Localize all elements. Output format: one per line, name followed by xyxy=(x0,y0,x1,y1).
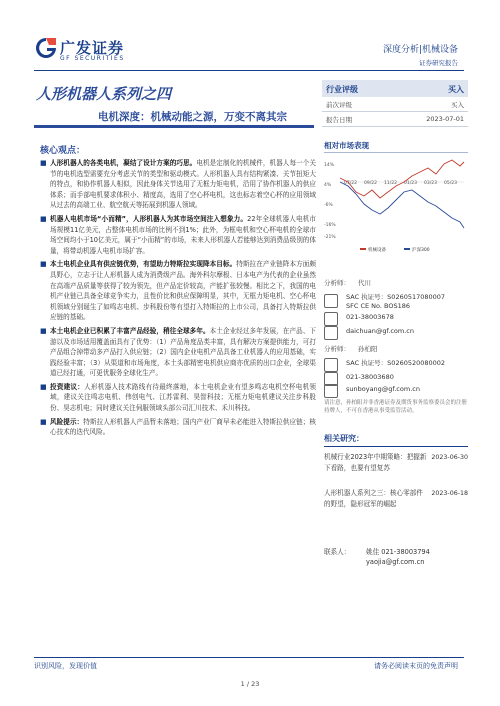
email-icon xyxy=(324,326,338,340)
x-tick: 07/22 xyxy=(344,181,357,186)
bullet-icon: ■ xyxy=(40,417,47,426)
logo-subtext: GF SECURITIES xyxy=(60,55,125,62)
rating-row: 报告日期 2023-07-01 xyxy=(322,112,468,127)
footer-disclaimer: 请务必阅读末页的免责声明 xyxy=(374,662,458,670)
series-line-machinery xyxy=(340,160,464,198)
analyst-name: 孙柏阳 xyxy=(358,345,378,353)
report-subtype: 证券研究报告 xyxy=(419,59,458,67)
id-card-icon xyxy=(324,358,338,372)
y-tick: -6% xyxy=(324,203,333,208)
y-tick: 14% xyxy=(324,163,335,168)
report-subtitle: 电机深度：机械动能之源，万变不离其宗 xyxy=(98,111,287,123)
related-research-title: 相关研究： xyxy=(324,434,364,443)
core-paragraph: ■ 机器人电机市场“小而精”，人形机器人为其市场空间注入想象力。22年全球机器人电机市场规模11亿美元，占整体电机市场的比例不到1%；此外，为框电机和空心杯电机的全球市场空间均小于10亿美元，属于“小而精”的市场，未来人形机器人若能够达到消费品级别的体量，将带动机器人电机市场扩容。 xyxy=(40,214,317,255)
rating-box xyxy=(322,80,468,127)
email-icon xyxy=(324,384,338,398)
disclaimer-note: 请注意，孙柏阳并非香港证券及期货事务监察委员会的注册持牌人，不可在香港从事受监管活动。 xyxy=(324,400,468,414)
contact-email[interactable]: yaojia@gf.com.cn xyxy=(366,558,425,566)
core-views-title: 核心观点： xyxy=(40,146,86,156)
bullet-icon: ■ xyxy=(40,260,47,269)
y-tick: -21% xyxy=(324,235,336,240)
phone-icon xyxy=(324,312,338,326)
report-type: 深度分析|机械设备 xyxy=(382,45,458,55)
series-line-csi300 xyxy=(340,182,464,228)
x-tick: 11/22 xyxy=(384,181,397,186)
rating-row: 前次评级 买入 xyxy=(322,97,468,112)
rating-header xyxy=(322,80,468,97)
logo-mark-icon xyxy=(34,36,58,60)
header-divider xyxy=(34,70,464,71)
series-title: 人形机器人系列之四 xyxy=(36,85,172,103)
footer-slogan: 识别风险，发现价值 xyxy=(34,662,97,670)
footer-divider xyxy=(34,657,464,658)
core-views-body xyxy=(40,158,316,441)
analyst-card: 分析师： 孙柏阳 SAC 执证号：S0260520080002 021-38003680 sunboyang@gf.com.cn xyxy=(324,344,468,399)
y-tick: 4% xyxy=(324,183,332,188)
title-underline xyxy=(34,125,314,128)
y-tick: -16% xyxy=(324,223,336,228)
related-report-item[interactable]: 机械行业2023年中期策略：把握新下看路，也要有望复苏 2023-06-30 xyxy=(324,453,468,472)
analyst-name: 代川 xyxy=(358,279,371,287)
market-performance-title: 相对市场表现 xyxy=(324,141,369,150)
core-paragraph: ■ 人形机器人的各类电机，凝结了设计方案的巧思。电机是定制化的机械件，机器人每一个关节的电机选型需要充分考虑关节的类型和驱动模式。人形机器人具有结构紧凑、关节扭矩大的特点，和协作机器人相似，因此身体关节选用了无框力矩电机，沿用了协作机器人的供应体系；而手部电机要求体积小、精度高，选用了空心杯电机，这也标志着空心杯的应用领域从过去的高端工业、航空航天等拓展到机器人领域。 xyxy=(40,159,317,210)
core-paragraph: ■ 风险提示：特斯拉人形机器人产品暂未落地；国内产业厂商早未必能进入特斯拉供应链；核心技术的迭代风险。 xyxy=(40,417,317,437)
page-number: 1 / 23 xyxy=(240,680,260,688)
related-divider xyxy=(324,446,468,447)
bullet-icon: ■ xyxy=(40,326,47,335)
legend-item: 机械设备 xyxy=(368,248,386,253)
logo-text: 广发证券 xyxy=(60,39,125,57)
rating-value: 买入 xyxy=(448,85,464,94)
bullet-icon: ■ xyxy=(40,159,47,167)
core-paragraph: ■ 本土电机企业具有供应链优势，有望助力特斯拉实现降本目标。特斯拉在产业链降本方面颇具野心，立志于让人形机器人成为消费级产品。海外科尔摩根、日本电产为代表的企业虽然在高端产品质量等获得了较为领先，但产品定价较高，产能扩张较慢。相比之下，我国的电机产业链已具备全球竞争实力，且性价比和供应保障明显，其中，无框力矩电机、空心杯电机领域分别诞生了如鸣志电机、步科股份等有望打入特斯拉的上市公司，具备打入特斯拉供应链的基础。 xyxy=(40,260,317,322)
contact-label: 联系人： xyxy=(324,548,351,556)
related-report-item[interactable]: 人形机器人系列之三：核心零部件的野望，隐形冠军的崛起 2023-06-18 xyxy=(324,489,468,508)
x-tick: 03/23 xyxy=(424,181,437,186)
contact-name-phone: 姚佳 021-38003794 xyxy=(366,548,430,556)
bullet-icon: ■ xyxy=(40,382,47,391)
x-tick: 01/23 xyxy=(404,181,417,186)
bullet-icon: ■ xyxy=(40,214,47,223)
core-paragraph: ■ 本土电机企业已积累了丰富产品经验，稍往全球多年。本土企业经过多年发展，在产品、下游以及市场适用覆盖面具有了优势：（1）产品角度品类丰富，具有解决方案提供能力，可打产品组合掉带动多产品打入供应链；（2）国内企业电机产品具备工业机器人的应用基础，实践经验丰富；（3）从渠道和市场角度，本土头部精密电机供应商亦优质的出口企业，全球渠道已经打通，可更优服务全球化生产。 xyxy=(40,326,317,378)
x-tick: 05/23 xyxy=(444,181,457,186)
analyst-card: 分析师： 代川 SAC 执证号：S0260517080007 SFC CE No. BOS186 021-38003678 daichuan@gf.com.cn xyxy=(324,278,468,338)
x-tick: 09/22 xyxy=(364,181,377,186)
market-performance-chart xyxy=(324,152,468,258)
rating-label: 行业评级 xyxy=(326,85,358,94)
id-card-icon xyxy=(324,294,338,308)
core-paragraph: ■ 投资建议：人形机器人技术路线有待最终落地，本土电机企业有望多鸣志电机空杯电机领域，建议关注鸣志电机、伟创电气、江苏雷利、昊智科技；无框力矩电机建议关注步科股份、昊志机电；同时建议关注伺服领域头部公司汇川技术、禾川科技。 xyxy=(40,382,317,413)
legend-item: 沪深300 xyxy=(412,248,430,253)
